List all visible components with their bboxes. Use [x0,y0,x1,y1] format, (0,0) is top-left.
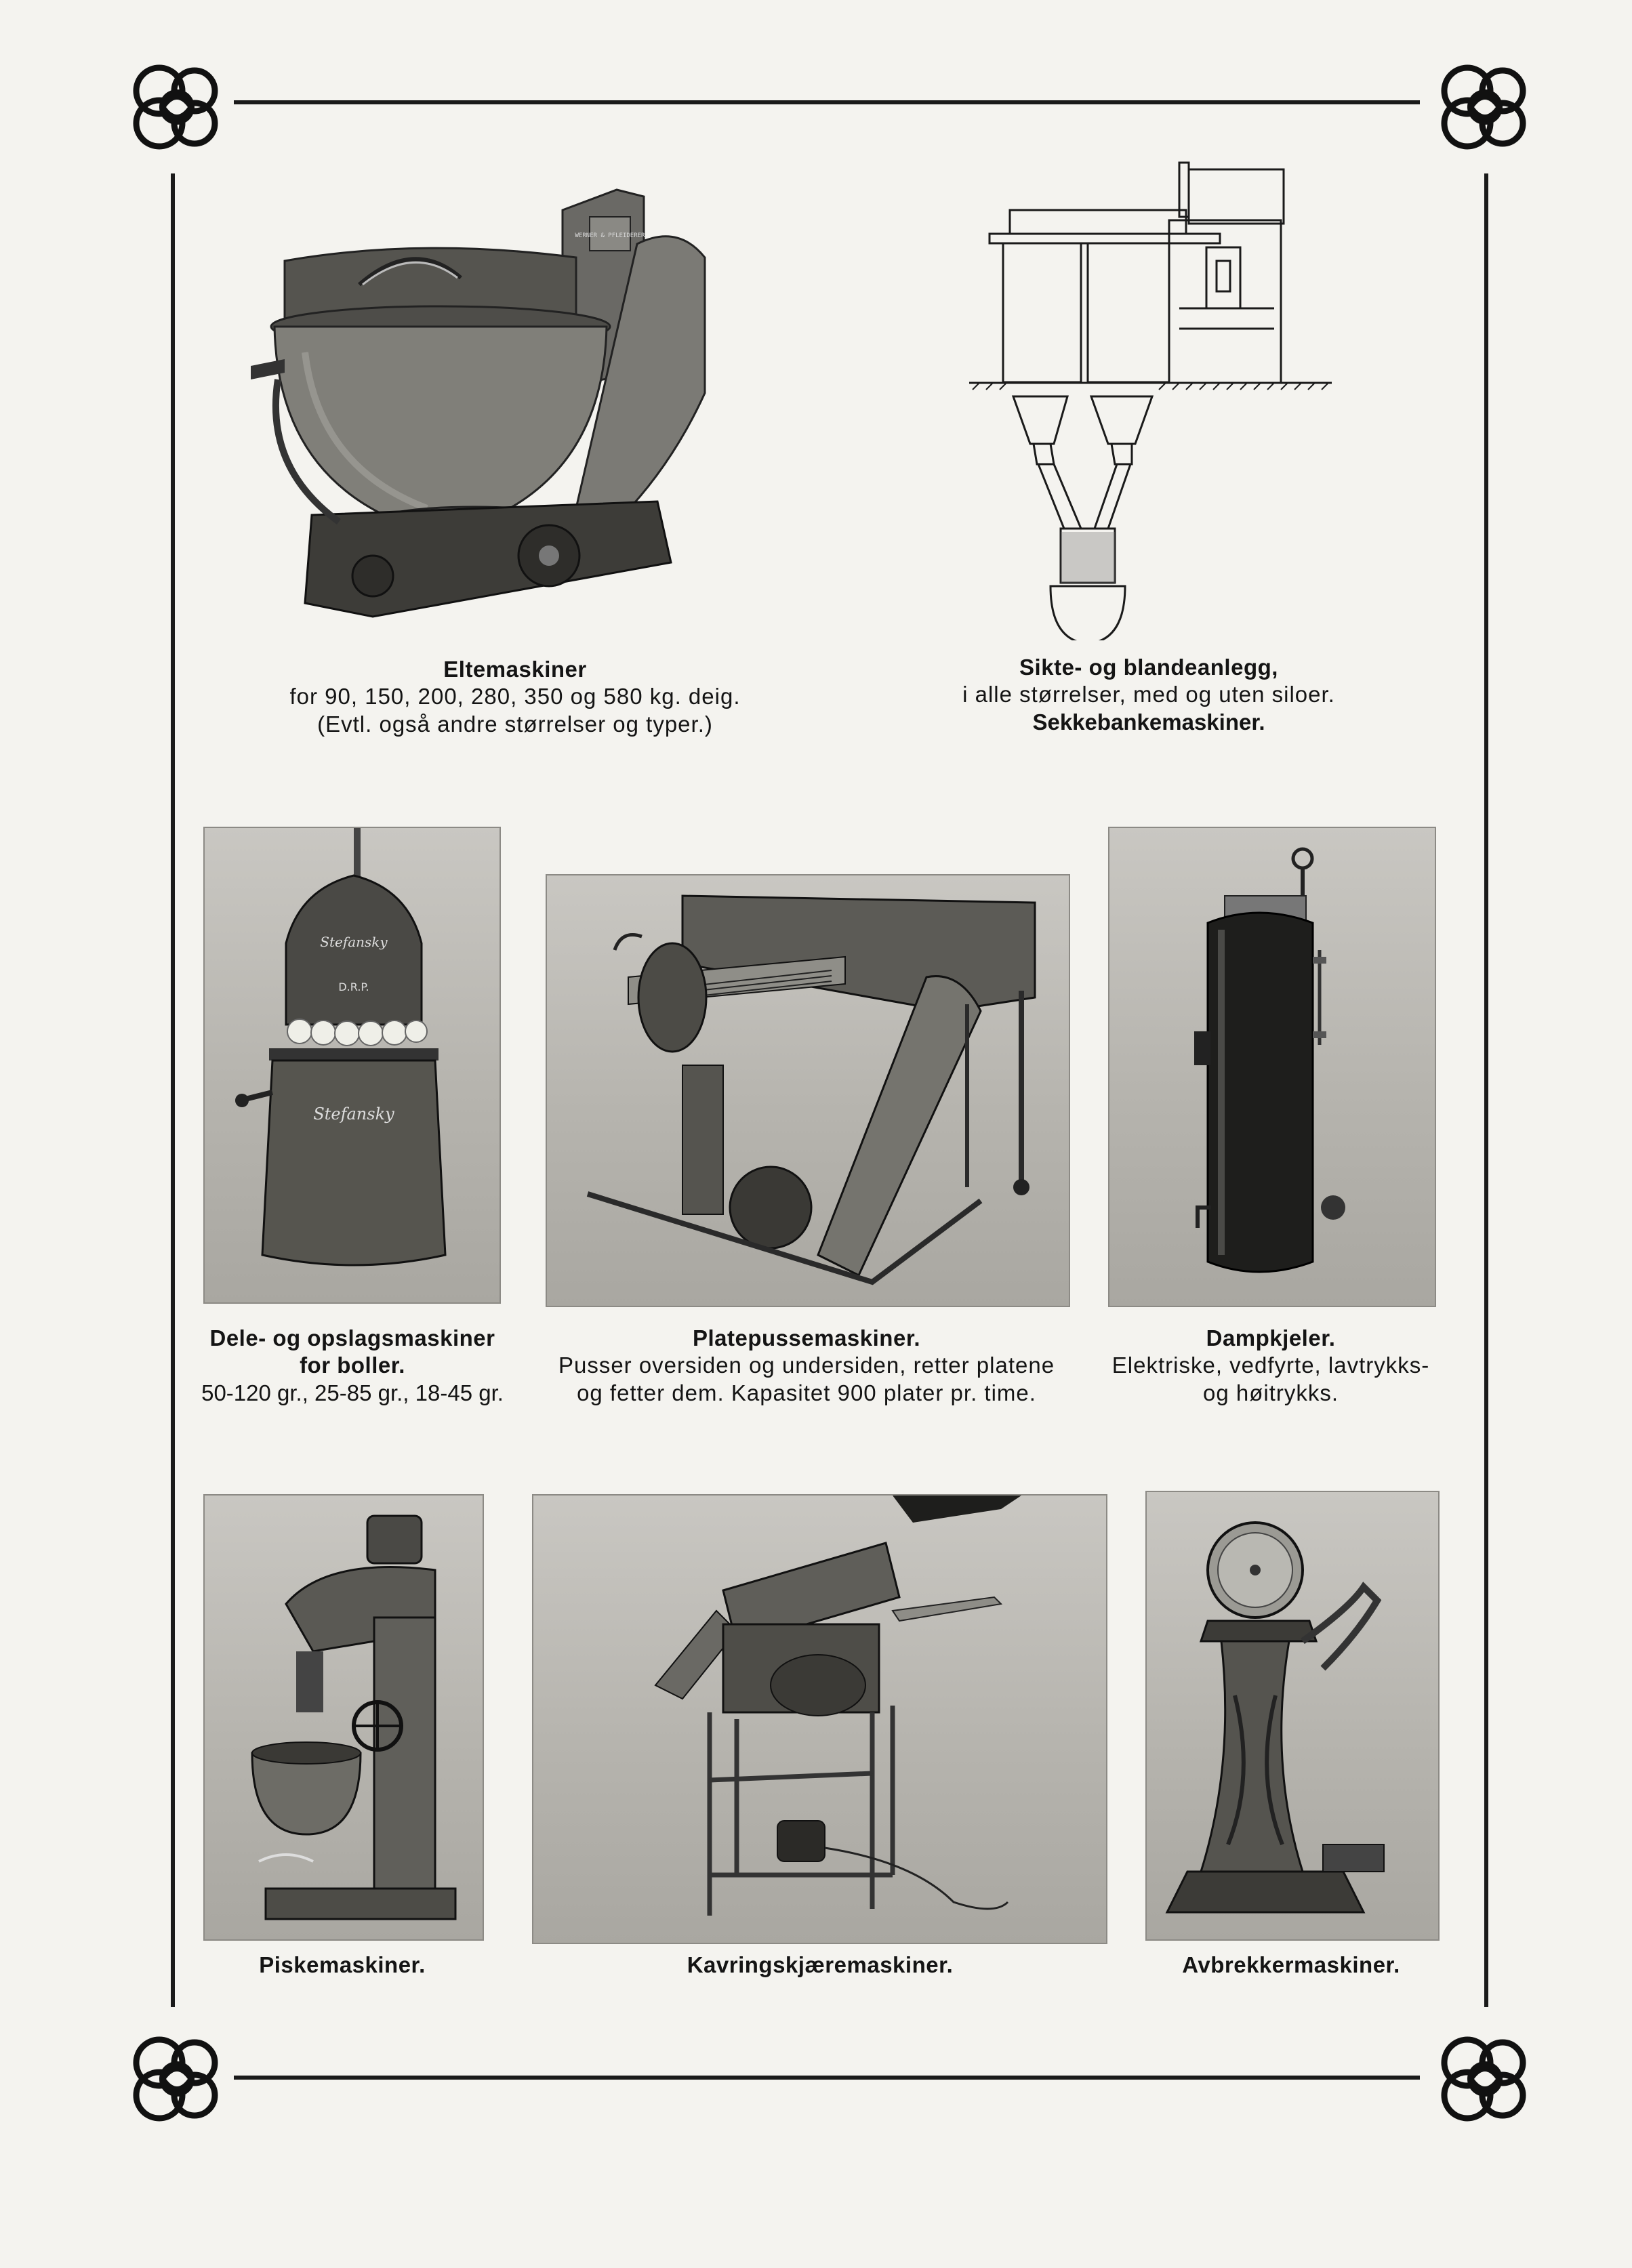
divider-brand-label-body: Stefansky [313,1105,394,1123]
caption-line: Pusser oversiden og undersiden, retter platene [558,1353,1055,1378]
caption-line: 50-120 gr., 25-85 gr., 18-45 gr. [201,1380,504,1405]
caption-kneading-machines [224,656,807,738]
caption-line: og høitrykks. [1202,1380,1339,1405]
corner-ornament-icon [1427,2021,1542,2136]
caption-title: Avbrekkermaskiner. [1182,1952,1400,1977]
corner-ornament-icon [119,49,234,164]
caption-title: Sikte- og blandeanlegg, [1019,655,1278,680]
caption-line: for 90, 150, 200, 280, 350 og 580 kg. deig. [289,684,741,709]
caption-sifting-plant [939,654,1359,736]
left-rule [171,173,175,2007]
caption-title: Dampkjeler. [1206,1325,1336,1351]
caption-title: Dele- og opslagsmaskiner [209,1325,495,1351]
top-rule [234,100,1420,104]
sifting-plant-diagram [956,152,1342,640]
caption-title: Piskemaskiner. [259,1952,426,1977]
caption-line: (Evtl. også andre størrelser og typer.) [317,711,713,737]
steam-boiler-photo [1108,827,1436,1307]
bottom-rule [234,2076,1420,2080]
caption-line: og fetter dem. Kapasitet 900 plater pr. time. [577,1380,1036,1405]
caption-whisking-machines [183,1952,502,1979]
right-rule [1484,173,1488,2007]
caption-line: i alle størrelser, med og uten siloer. [962,682,1335,707]
divider-brand-label: Stefansky [320,934,388,950]
caption-title: Kavringskjæremaskiner. [687,1952,954,1977]
divider-machine-photo [203,827,501,1304]
kneading-machine-image [237,183,773,651]
dough-brake-machine-photo [1145,1491,1440,1941]
rusk-cutting-machine-photo [532,1494,1107,1944]
caption-plate-polishing [525,1325,1088,1407]
caption-rusk-cutting [515,1952,1125,1979]
caption-title: Platepussemaskiner. [692,1325,921,1351]
caption-dough-brake [1125,1952,1457,1979]
whisking-machine-photo [203,1494,484,1941]
caption-extra: Sekkebankemaskiner. [1032,709,1265,735]
corner-ornament-icon [119,2021,234,2136]
corner-ornament-icon [1427,49,1542,164]
caption-title-2: for boller. [300,1353,405,1378]
caption-steam-boilers [1091,1325,1450,1407]
mixer-nameplate: WERNER & PFLEIDERER [575,232,645,239]
caption-line: Elektriske, vedfyrte, lavtrykks- [1111,1353,1430,1378]
caption-title: Eltemaskiner [443,657,587,682]
divider-code-label: D.R.P. [338,981,369,993]
plate-polishing-machine-photo [546,874,1070,1307]
caption-divider-machines [183,1325,522,1407]
